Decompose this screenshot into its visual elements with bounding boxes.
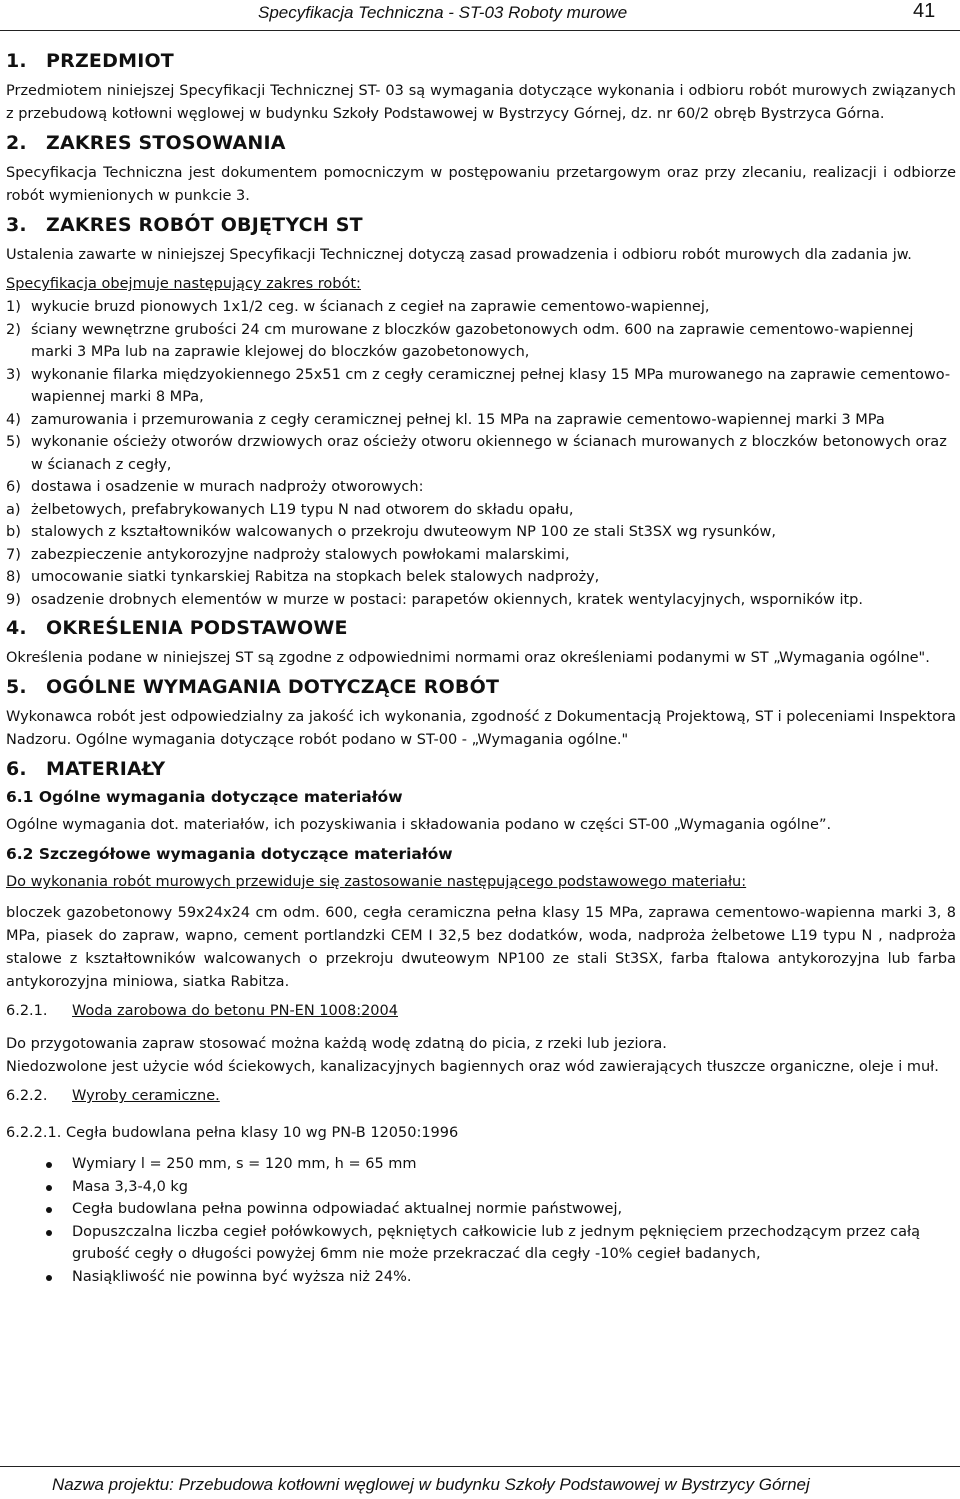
- list-item-text: osadzenie drobnych elementów w murze w postaci: parapetów okiennych, kratek wentylacyjnych, wsporników itp.: [31, 591, 863, 608]
- list-item-text: żelbetowych, prefabrykowanych L19 typu N nad otworem do składu opału,: [31, 501, 574, 518]
- list-marker: 9): [6, 591, 21, 608]
- section-4-heading: [6, 617, 956, 639]
- section-number: 6.: [6, 758, 27, 780]
- section-6-heading: [6, 758, 956, 780]
- list-marker: 5): [6, 434, 21, 450]
- subsection-title: Wyroby ceramiczne.: [72, 1088, 220, 1104]
- list-item-text: stalowych z kształtowników walcowanych o przekroju dwuteowym NP 100 ze stali St3SX wg rysunków,: [31, 524, 776, 540]
- section-2-text: Specyfikacja Techniczna jest dokumentem pomocniczym w postępowaniu przetargowym oraz przy zlecaniu, realizacji i odbiorze robót wymienionych w punkcie 3.: [6, 165, 956, 204]
- section-title: OKREŚLENIA PODSTAWOWE: [46, 617, 348, 639]
- list-item: [6, 566, 956, 589]
- page-footer: [0, 1466, 960, 1499]
- section-number: 3.: [6, 214, 27, 236]
- subsection-6-1-heading: 6.1 Ogólne wymagania dotyczące materiałów: [6, 788, 403, 806]
- project-name: Nazwa projektu: Przebudowa kotłowni węglowej w budynku Szkoły Podstawowej w Bystrzycy Górnej: [52, 1475, 810, 1494]
- list-marker: a): [6, 501, 21, 518]
- section-title: ZAKRES ROBÓT OBJĘTYCH ST: [46, 214, 363, 236]
- list-item: Wymiary l = 250 mm, s = 120 mm, h = 65 mm: [6, 1153, 956, 1176]
- document-body: [6, 50, 956, 1288]
- document-title: Specyfikacja Techniczna - ST-03 Roboty murowe: [258, 3, 628, 22]
- subsection-6-2-1-heading: [6, 1000, 956, 1023]
- list-item-text: ściany wewnętrzne grubości 24 cm murowane z bloczków gazobetonowych odm. 600 na zaprawie cementowo-wapiennej marki 3 MPa lub na zaprawie klejowej do bloczków gazobetonowych,: [31, 321, 914, 360]
- list-item: [6, 364, 956, 409]
- list-item: [6, 431, 956, 476]
- list-item: [6, 296, 956, 319]
- materials-text: bloczek gazobetonowy 59x24x24 cm odm. 600, cegła ceramiczna pełna klasy 15 MPa, zaprawa cementowo-wapienna marki 3, 8 MPa, piasek do zapraw, wapno, cement portlandzki CEM I 32,5 bez dodatków, woda, nadproża żelbetowe L19 typu N , nadproża stalowe z kształtowników walcowanych o przekroju dwuteowym NP100 ze stali St3SX, farba ftalowa antykorozyjna lub farba antykorozyjna miniowa, siatka Rabitza.: [6, 905, 956, 990]
- list-item-text: zamurowania i przemurowania z cegły ceramicznej pełnej kl. 15 MPa na zaprawie cementowo-wapiennej marki 3 MPa: [31, 411, 885, 428]
- list-item: Masa 3,3-4,0 kg: [6, 1176, 956, 1199]
- section-1-text: Przedmiotem niniejszej Specyfikacji Technicznej ST- 03 są wymagania dotyczące wykonania i odbioru robót murowych związanych z przebudową kotłowni węglowej w budynku Szkoły Podstawowej w Bystrzycy Górnej, dz. nr 60/2 obręb Bystrzyca Górna.: [6, 83, 956, 122]
- section-3-heading: [6, 214, 956, 236]
- list-marker: 4): [6, 411, 21, 428]
- subsection-number: 6.2.1.: [6, 1003, 48, 1019]
- subsection-6-2-2-1-heading: 6.2.2.1. Cegła budowlana pełna klasy 10 wg PN-B 12050:1996: [6, 1125, 459, 1141]
- section-number: 4.: [6, 617, 27, 639]
- list-item-text: dostawa i osadzenie w murach nadproży otworowych:: [31, 479, 424, 495]
- materials-intro: Do wykonania robót murowych przewiduje się zastosowanie następującego podstawowego materiału:: [6, 874, 747, 890]
- section-2-heading: [6, 132, 956, 154]
- section-5-text: Wykonawca robót jest odpowiedzialny za jakość ich wykonania, zgodność z Dokumentacją Projektową, ST i poleceniami Inspektora Nadzoru. Ogólne wymagania dotyczące robót podano w ST-00 - „Wymagania ogólne.": [6, 709, 956, 748]
- scope-heading: Specyfikacja obejmuje następujący zakres robót:: [6, 276, 361, 292]
- list-marker: b): [6, 524, 21, 540]
- section-title: MATERIAŁY: [46, 758, 166, 780]
- list-marker: 6): [6, 479, 21, 495]
- section-number: 1.: [6, 50, 27, 72]
- water-text-2: Niedozwolone jest użycie wód ściekowych, kanalizacyjnych bagiennych oraz wód zawierających tłuszcze organiczne, oleje i muł.: [6, 1059, 939, 1075]
- list-item: [6, 499, 956, 522]
- list-item-text: umocowanie siatki tynkarskiej Rabitza na stopkach belek stalowych nadproży,: [31, 569, 600, 585]
- list-marker: 2): [6, 321, 21, 338]
- brick-requirements-list: [6, 1153, 956, 1288]
- section-4-text: Określenia podane w niniejszej ST są zgodne z odpowiednimi normami oraz określeniami podanymi w ST „Wymagania ogólne".: [6, 650, 930, 666]
- list-item: Nasiąkliwość nie powinna być wyższa niż 24%.: [6, 1266, 956, 1289]
- list-item-text: wykucie bruzd pionowych 1x1/2 ceg. w ścianach z cegieł na zaprawie cementowo-wapiennej,: [31, 299, 710, 315]
- section-number: 5.: [6, 676, 27, 698]
- section-3-text: Ustalenia zawarte w niniejszej Specyfikacji Technicznej dotyczą zasad prowadzenia i odbioru robót murowych dla zadania jw.: [6, 247, 912, 263]
- list-item: [6, 319, 956, 364]
- subsection-title: Woda zarobowa do betonu PN-EN 1008:2004: [72, 1003, 398, 1019]
- list-item: Dopuszczalna liczba cegieł połówkowych, pękniętych całkowicie lub z jednym pęknięciem przechodzącym przez całą grubość cegły o długości powyżej 6mm nie może przekraczać dla cegły -10% cegieł badanych,: [6, 1221, 956, 1266]
- subsection-6-2-2-heading: [6, 1085, 956, 1108]
- scope-list: [6, 296, 956, 611]
- page-header: [0, 0, 960, 31]
- list-item: [6, 544, 956, 567]
- list-item: [6, 476, 956, 499]
- list-item-text: zabezpieczenie antykorozyjne nadproży stalowych powłokami malarskimi,: [31, 546, 570, 563]
- list-item: [6, 409, 956, 432]
- section-title: PRZEDMIOT: [46, 50, 174, 72]
- list-item: [6, 589, 956, 612]
- water-text: Do przygotowania zapraw stosować można każdą wodę zdatną do picia, z rzeki lub jeziora.: [6, 1036, 667, 1052]
- section-title: OGÓLNE WYMAGANIA DOTYCZĄCE ROBÓT: [46, 676, 500, 698]
- list-item-text: wykonanie filarka międzyokiennego 25x51 cm z cegły ceramicznej pełnej klasy 15 MPa murowanego na zaprawie cementowo-wapiennej marki 8 MPa,: [31, 366, 951, 405]
- subsection-6-2-heading: 6.2 Szczegółowe wymagania dotyczące materiałów: [6, 845, 453, 863]
- list-marker: 1): [6, 299, 21, 315]
- list-item: Cegła budowlana pełna powinna odpowiadać aktualnej normie państwowej,: [6, 1198, 956, 1221]
- section-5-heading: [6, 676, 956, 698]
- page-number: 41: [913, 0, 936, 22]
- list-marker: 8): [6, 569, 21, 585]
- section-number: 2.: [6, 132, 27, 154]
- subsection-number: 6.2.2.: [6, 1088, 48, 1104]
- list-marker: 7): [6, 546, 21, 563]
- list-marker: 3): [6, 366, 21, 383]
- subsection-6-1-text: Ogólne wymagania dot. materiałów, ich pozyskiwania i składowania podano w części ST-00 „Wymagania ogólne”.: [6, 817, 832, 833]
- section-title: ZAKRES STOSOWANIA: [46, 132, 286, 154]
- list-item-text: wykonanie ościeży otworów drzwiowych oraz ościeży otworu okiennego w ścianach murowanych z bloczków betonowych oraz w ścianach z cegły,: [31, 434, 947, 473]
- section-1-heading: [6, 50, 956, 72]
- list-item: [6, 521, 956, 544]
